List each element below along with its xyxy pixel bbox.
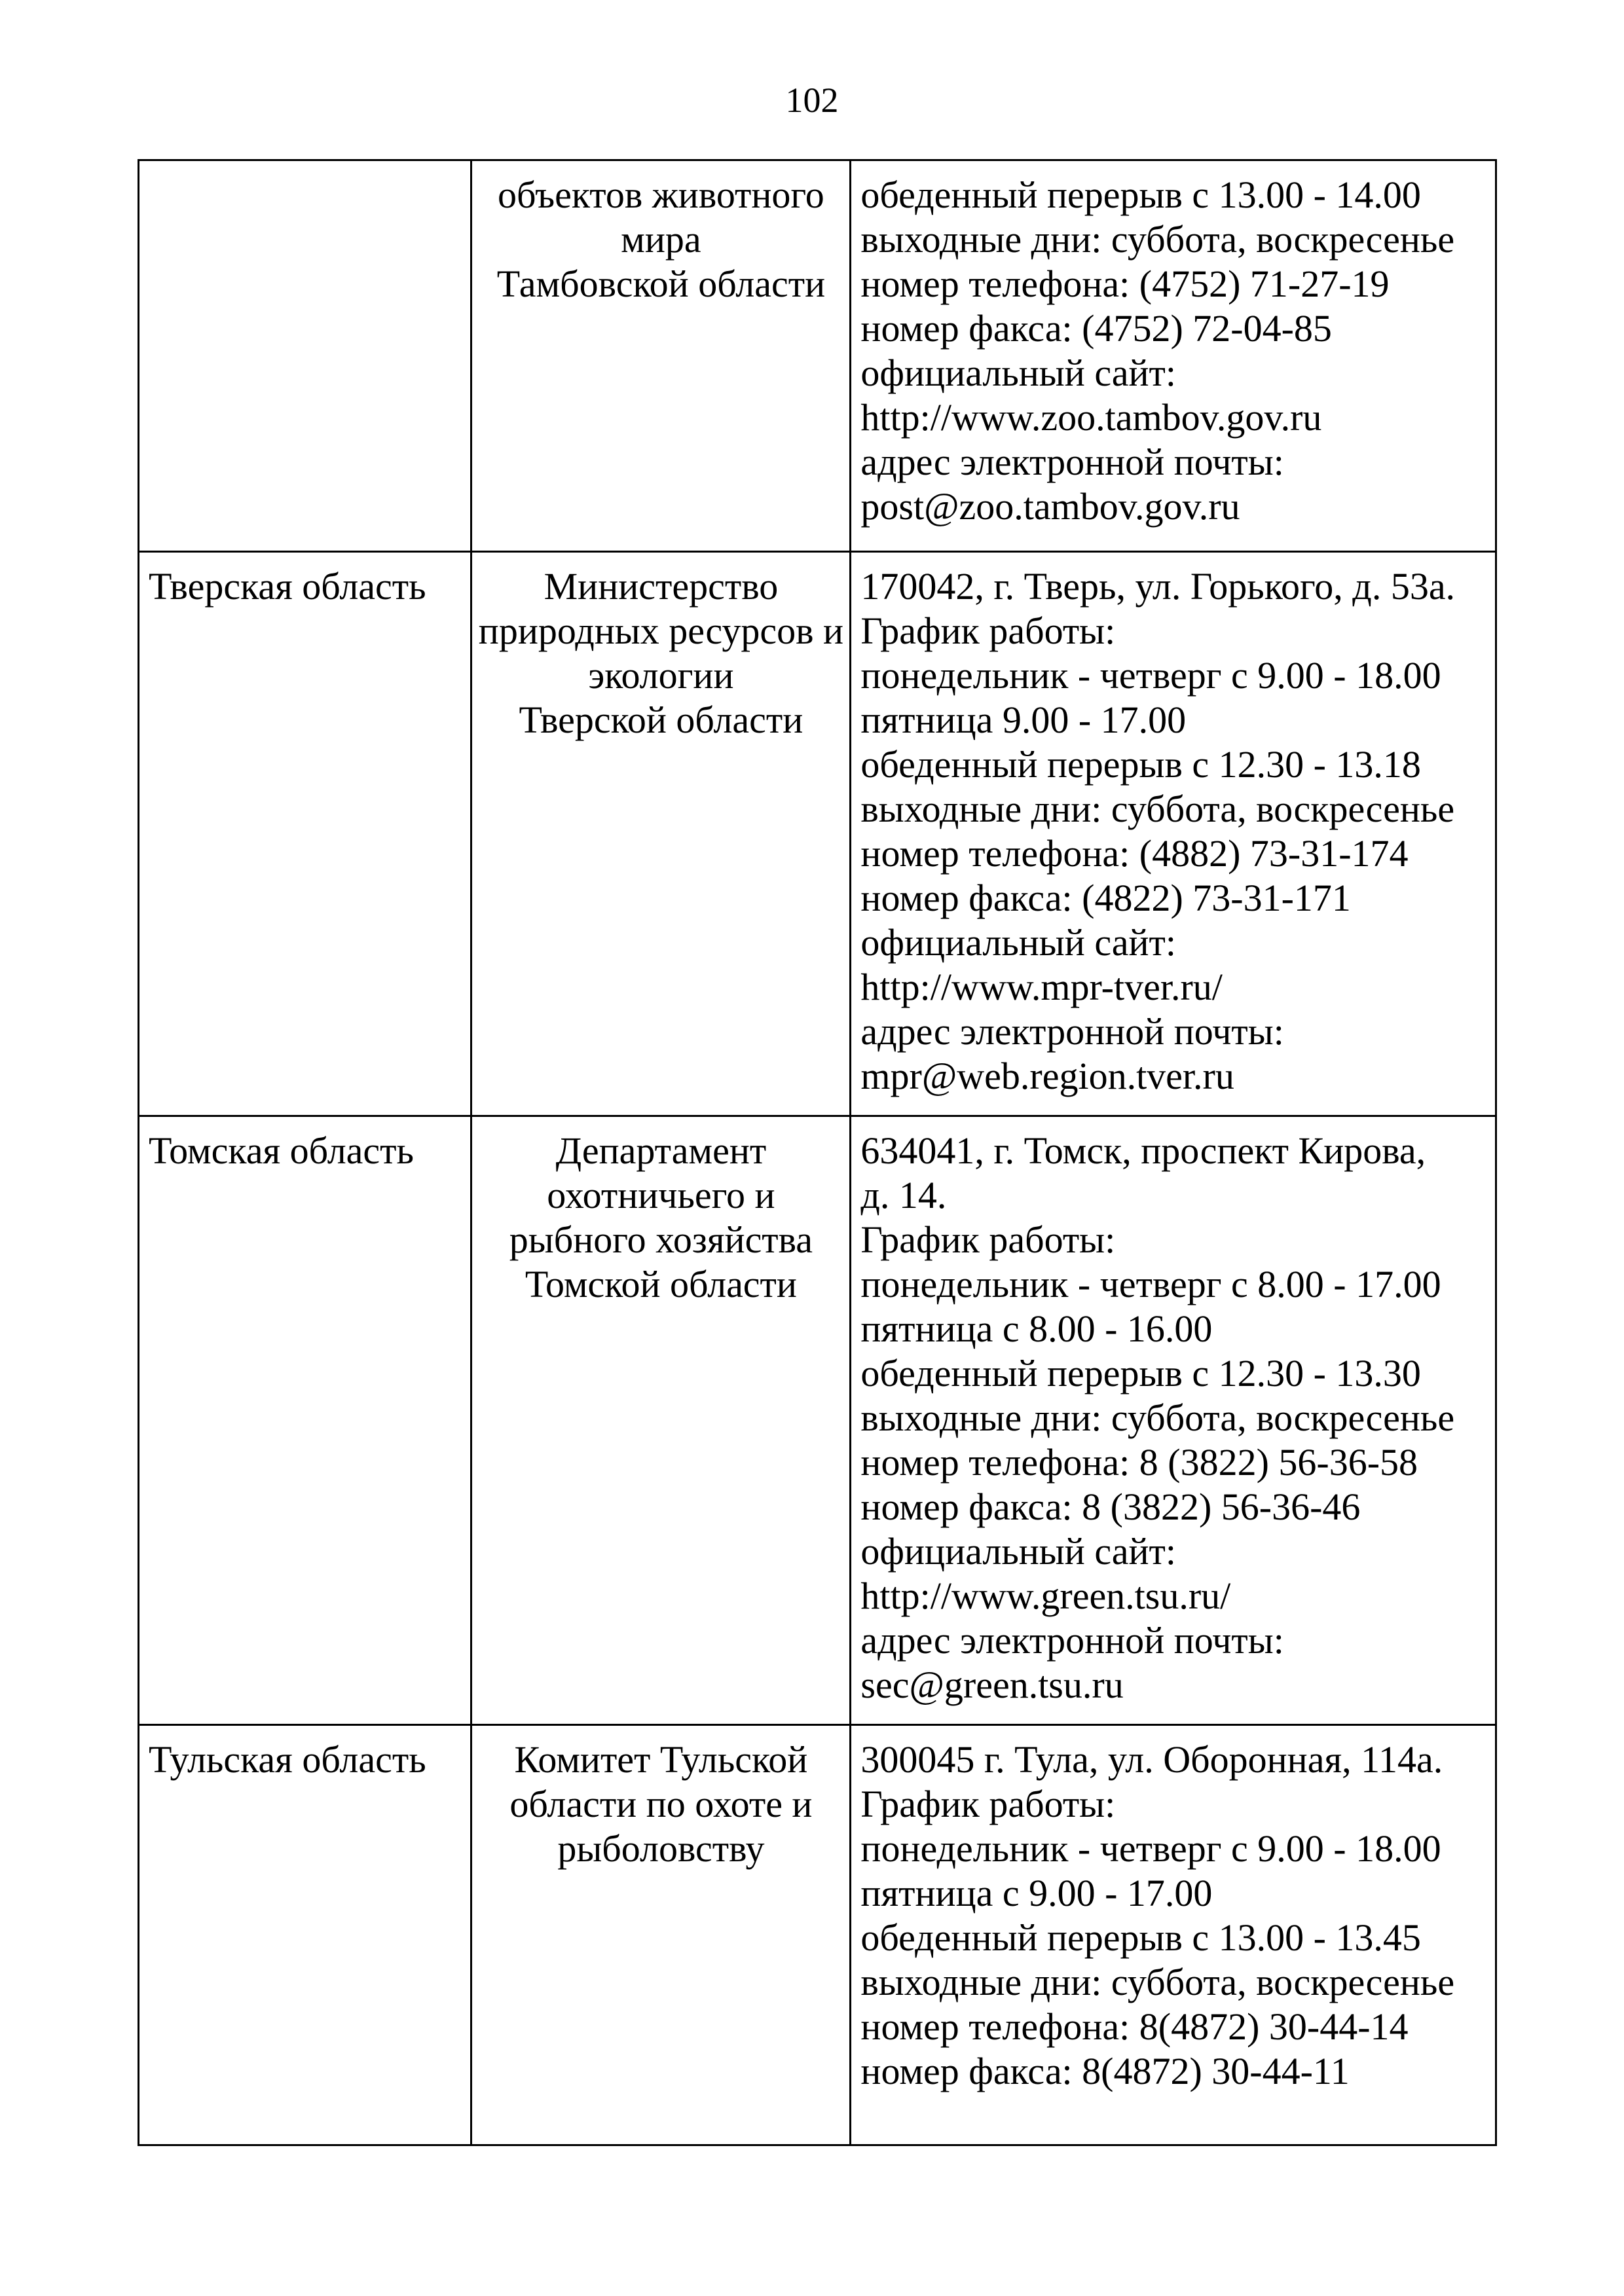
contacts-cell [851, 1116, 1496, 1725]
contact-line: д. 14. [860, 1174, 947, 1216]
region-cell [139, 552, 471, 1116]
authority-line: Департамент [555, 1129, 767, 1172]
contact-line: post@zoo.tambov.gov.ru [860, 485, 1240, 528]
contact-line: номер факса: 8 (3822) 56-36-46 [860, 1485, 1361, 1528]
contact-line: mpr@web.region.tver.ru [860, 1055, 1234, 1097]
authority-line: рыбного хозяйства [509, 1218, 813, 1261]
authority-line: охотничьего и [547, 1174, 775, 1216]
region-name: Тульская область [149, 1738, 426, 1781]
contact-line: пятница с 8.00 - 16.00 [860, 1307, 1213, 1350]
contact-line: выходные дни: суббота, воскресенье [860, 1961, 1455, 2003]
authority-line: Министерство [544, 565, 779, 608]
region-name: Томская область [149, 1129, 414, 1172]
contact-line: понедельник - четверг с 9.00 - 18.00 [860, 1827, 1441, 1870]
contact-line: пятница с 9.00 - 17.00 [860, 1872, 1213, 1914]
region-name: Тверская область [149, 565, 426, 608]
page-number: 102 [785, 81, 839, 120]
contact-line: адрес электронной почты: [860, 1619, 1284, 1662]
contact-line: номер телефона: (4882) 73-31-174 [860, 832, 1409, 875]
contact-line: понедельник - четверг с 8.00 - 17.00 [860, 1263, 1441, 1305]
table-row [139, 160, 1496, 552]
authority-cell [471, 552, 851, 1116]
table-row [139, 552, 1496, 1116]
contact-line: номер факса: 8(4872) 30-44-11 [860, 2050, 1350, 2092]
authority-line: мира [621, 218, 701, 261]
contact-line: официальный сайт: [860, 921, 1177, 964]
contact-line: выходные дни: суббота, воскресенье [860, 218, 1455, 261]
contact-line: График работы: [860, 1783, 1116, 1825]
authority-line: рыболовству [557, 1827, 765, 1870]
table-row [139, 1725, 1496, 2145]
contact-line: адрес электронной почты: [860, 1010, 1284, 1053]
authorities-table [138, 159, 1497, 2146]
authority-line: Томской области [525, 1263, 797, 1305]
authority-cell [471, 160, 851, 552]
region-cell [139, 1725, 471, 2145]
authority-line: объектов животного [498, 173, 824, 216]
contact-line: обеденный перерыв с 12.30 - 13.18 [860, 743, 1421, 786]
region-cell [139, 1116, 471, 1725]
contact-line: http://www.mpr-tver.ru/ [860, 966, 1223, 1008]
contact-line: номер факса: (4822) 73-31-171 [860, 877, 1351, 919]
contact-line: 634041, г. Томск, проспект Кирова, [860, 1129, 1426, 1172]
contacts-cell [851, 160, 1496, 552]
contact-line: понедельник - четверг с 9.00 - 18.00 [860, 654, 1441, 697]
contact-line: обеденный перерыв с 13.00 - 14.00 [860, 173, 1421, 216]
table-row [139, 1116, 1496, 1725]
contact-line: График работы: [860, 610, 1116, 652]
contact-line: номер телефона: (4752) 71-27-19 [860, 263, 1390, 305]
contact-line: номер телефона: 8 (3822) 56-36-58 [860, 1441, 1418, 1484]
authority-line: Тверской области [519, 699, 803, 741]
contact-line: 170042, г. Тверь, ул. Горького, д. 53а. [860, 565, 1456, 608]
authority-cell [471, 1725, 851, 2145]
contact-line: официальный сайт: [860, 1530, 1177, 1573]
contact-line: номер телефона: 8(4872) 30-44-14 [860, 2005, 1409, 2048]
contact-line: номер факса: (4752) 72-04-85 [860, 307, 1332, 350]
authority-line: Комитет Тульской [514, 1738, 808, 1781]
contact-line: обеденный перерыв с 12.30 - 13.30 [860, 1352, 1421, 1394]
contact-line: пятница 9.00 - 17.00 [860, 699, 1187, 741]
contact-line: выходные дни: суббота, воскресенье [860, 1396, 1455, 1439]
contact-line: выходные дни: суббота, воскресенье [860, 788, 1455, 830]
contact-line: http://www.zoo.tambov.gov.ru [860, 396, 1322, 439]
authority-line: природных ресурсов и [478, 610, 844, 652]
contact-line: 300045 г. Тула, ул. Оборонная, 114а. [860, 1738, 1443, 1781]
authority-line: экологии [588, 654, 734, 697]
region-cell [139, 160, 471, 552]
contact-line: обеденный перерыв с 13.00 - 13.45 [860, 1916, 1421, 1959]
authority-cell [471, 1116, 851, 1725]
contacts-cell [851, 1725, 1496, 2145]
contacts-cell [851, 552, 1496, 1116]
contact-line: адрес электронной почты: [860, 441, 1284, 483]
authority-line: Тамбовской области [496, 263, 826, 305]
contact-line: http://www.green.tsu.ru/ [860, 1575, 1231, 1617]
contact-line: sec@green.tsu.ru [860, 1664, 1124, 1706]
contact-line: официальный сайт: [860, 352, 1177, 394]
contact-line: График работы: [860, 1218, 1116, 1261]
authority-line: области по охоте и [509, 1783, 813, 1825]
